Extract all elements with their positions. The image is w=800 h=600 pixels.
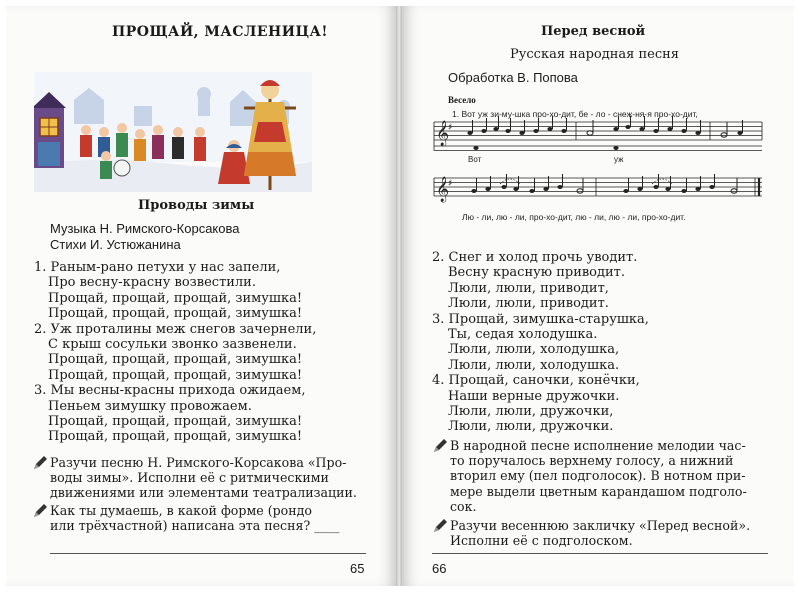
right-task-2-line-2: Исполни её с подголоском. xyxy=(450,533,633,549)
right-task-1-line-4: мере выдели цветным карандашом подголо- xyxy=(450,483,747,499)
verse-1-line-1: 1. Раным-рано петухи у нас запели, xyxy=(34,260,281,275)
task-2-line-2: или трёхчастной) написана эта песня? ____ xyxy=(50,518,340,534)
footer-rule-right xyxy=(432,553,768,554)
svg-text:𝄞: 𝄞 xyxy=(436,121,450,146)
lyrics-credit: Стихи И. Устюжанина xyxy=(50,237,181,252)
task-1-line-1: Разучи песню Н. Римского-Корсакова «Про- xyxy=(50,455,347,470)
right-verse-2-line-2: Весну красную приводит. xyxy=(448,265,626,281)
pencil-icon xyxy=(32,455,48,471)
staff-1-bottom-lyric-1: Вот xyxy=(468,155,482,164)
song-subtitle: Русская народная песня xyxy=(510,47,679,62)
right-task-1-line-1: В народной песне исполнение мелодии час- xyxy=(450,438,746,453)
verse-3-line-2: Пеньем зимушку провожаем. xyxy=(48,398,252,414)
right-verse-3-line-4: Люли, люли, холодушка. xyxy=(448,357,620,373)
page-number-left: 65 xyxy=(350,561,365,576)
svg-text:♯: ♯ xyxy=(448,179,453,189)
task-1-line-3: движениями или элементами театрализации. xyxy=(50,485,357,501)
right-task-1-line-5: сок. xyxy=(450,498,477,514)
staff-2-lyrics: Лю - ли, лю - ли, про-хо-дит, лю - ли, лю - ли, про-хо-дит. xyxy=(462,212,686,222)
right-verse-4-line-4: Люли, люли, дружочки. xyxy=(448,419,614,435)
song-title-right: Перед весной xyxy=(541,24,646,39)
maslenitsa-illustration xyxy=(34,72,312,192)
page-number-right: 66 xyxy=(432,561,447,576)
right-verse-4-line-1: 4. Прощай, саночки, конёчки, xyxy=(432,373,640,389)
right-verse-3-line-2: Ты, седая холодушка. xyxy=(448,327,598,342)
right-verse-2-line-4: Люли, люли, приводит. xyxy=(448,296,609,312)
right-verse-4-line-3: Люли, люли, дружочки, xyxy=(448,404,614,419)
right-verse-4-line-2: Наши верные дружочки. xyxy=(448,388,620,404)
pencil-icon xyxy=(32,503,48,519)
arranger-credit: Обработка В. Попова xyxy=(448,70,578,85)
svg-text:♯: ♯ xyxy=(448,123,453,133)
right-verse-3-line-1: 3. Прощай, зимушка-старушка, xyxy=(432,311,649,327)
song-title: Проводы зимы xyxy=(138,198,255,213)
footer-rule xyxy=(50,553,366,554)
right-task-1-line-3: вторил ему (пел подголосок). В нотном при- xyxy=(450,468,746,484)
pencil-icon xyxy=(432,518,448,534)
verse-3-line-3: Прощай, прощай, прощай, зимушка! xyxy=(48,414,303,429)
chapter-title: ПРОЩАЙ, МАСЛЕНИЦА! xyxy=(112,24,329,40)
tempo-marking: Весело xyxy=(448,95,476,105)
right-task-2-line-1: Разучи весеннюю закличку «Перед весной». xyxy=(450,518,751,533)
verse-2-line-4: Прощай, прощай, прощай, зимушка! xyxy=(48,367,303,383)
task-2-line-1: Как ты думаешь, в какой форме (рондо xyxy=(50,503,312,518)
pencil-icon xyxy=(432,438,448,454)
right-task-1-line-2: то поручалось верхнему голосу, а нижний xyxy=(450,453,734,469)
right-verse-2-line-1: 2. Снег и холод прочь уводит. xyxy=(432,250,638,265)
verse-2-line-2: С крыш сосульки звонко зазвенели. xyxy=(48,337,297,352)
book-gutter xyxy=(396,6,402,586)
verse-1-line-4: Прощай, прощай, прощай, зимушка! xyxy=(48,306,303,322)
verse-1-line-2: Про весну-красну возвестили. xyxy=(48,275,256,291)
staff-1-top-lyrics: 1. Вот уж зи-му-шка про-хо-дит, бе - ло - снеж-ня-я про-хо-дит, xyxy=(452,109,698,119)
verse-2-line-1: 2. Уж проталины меж снегов зачернели, xyxy=(34,321,317,337)
svg-text:𝄞: 𝄞 xyxy=(436,177,450,202)
music-credit: Музыка Н. Римского-Корсакова xyxy=(50,221,240,236)
right-verse-2-line-3: Люли, люли, приводит, xyxy=(448,280,609,296)
verse-3-line-1: 3. Мы весны-красны прихода ожидаем, xyxy=(34,383,306,399)
verse-3-line-4: Прощай, прощай, прощай, зимушка! xyxy=(48,429,303,445)
right-verse-3-line-3: Люли, люли, холодушка, xyxy=(448,342,620,358)
staff-1-bottom-lyric-2: уж xyxy=(614,155,624,164)
music-staff-2 xyxy=(430,170,770,214)
task-1-line-2: воды зимы». Исполни её с ритмическими xyxy=(50,470,329,486)
verse-1-line-3: Прощай, прощай, прощай, зимушка! xyxy=(48,290,303,306)
verse-2-line-3: Прощай, прощай, прощай, зимушка! xyxy=(48,352,303,368)
